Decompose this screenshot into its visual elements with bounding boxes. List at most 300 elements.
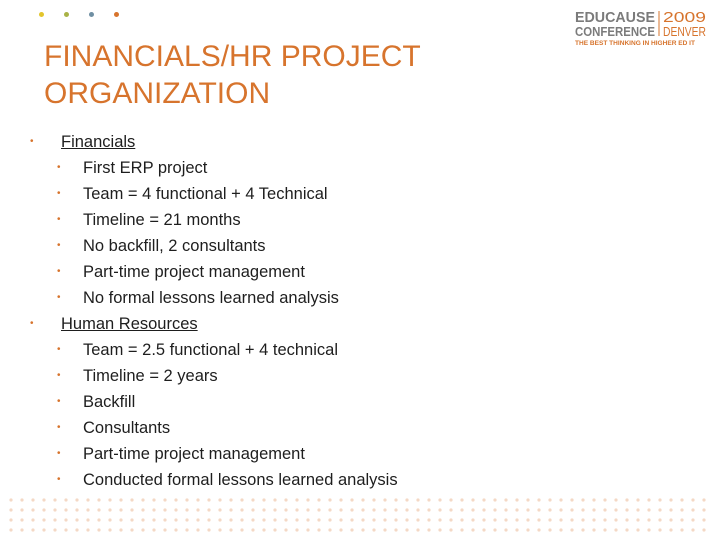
grid-dot	[669, 498, 672, 501]
grid-dot	[152, 508, 155, 511]
grid-dot	[75, 508, 78, 511]
grid-dot	[53, 508, 56, 511]
grid-dot	[42, 498, 45, 501]
grid-dot	[108, 528, 111, 531]
grid-dot	[229, 518, 232, 521]
bullet-icon: •	[57, 240, 61, 251]
grid-dot	[460, 508, 463, 511]
grid-dot	[273, 498, 276, 501]
grid-dot	[570, 518, 573, 521]
bullet-icon: •	[57, 266, 61, 277]
grid-dot	[108, 498, 111, 501]
grid-dot	[449, 528, 452, 531]
grid-dot	[537, 528, 540, 531]
grid-dot	[163, 518, 166, 521]
grid-dot	[284, 508, 287, 511]
list-item-text: Consultants	[83, 419, 171, 437]
grid-dot	[31, 528, 34, 531]
grid-dot	[614, 528, 617, 531]
grid-dot	[658, 498, 661, 501]
title-line-2: ORGANIZATION	[44, 77, 271, 110]
grid-dot	[471, 528, 474, 531]
list-item	[30, 182, 550, 208]
grid-dot	[493, 518, 496, 521]
grid-dot	[438, 528, 441, 531]
grid-dot	[493, 528, 496, 531]
grid-dot	[372, 508, 375, 511]
grid-dot	[702, 518, 705, 521]
grid-dot	[328, 528, 331, 531]
grid-dot	[218, 518, 221, 521]
section-heading-label: Human Resources	[61, 315, 198, 333]
grid-dot	[229, 498, 232, 501]
grid-dot	[75, 518, 78, 521]
grid-dot	[680, 528, 683, 531]
grid-dot	[482, 518, 485, 521]
list-item-text: Timeline = 21 months	[83, 211, 241, 229]
list-item	[30, 338, 550, 364]
grid-dot	[647, 528, 650, 531]
grid-dot	[306, 498, 309, 501]
grid-dot	[174, 518, 177, 521]
grid-dot	[449, 498, 452, 501]
grid-dot	[339, 498, 342, 501]
list-item-text: First ERP project	[83, 159, 208, 177]
grid-dot	[64, 518, 67, 521]
grid-dot	[471, 518, 474, 521]
grid-dot	[64, 498, 67, 501]
grid-dot	[427, 498, 430, 501]
grid-dot	[152, 498, 155, 501]
grid-dot	[20, 518, 23, 521]
grid-dot	[306, 518, 309, 521]
grid-dot	[42, 528, 45, 531]
grid-dot	[548, 518, 551, 521]
grid-dot	[262, 508, 265, 511]
grid-dot	[262, 528, 265, 531]
list-item	[30, 260, 550, 286]
grid-dot	[185, 518, 188, 521]
decorative-dot-grid	[8, 496, 712, 536]
grid-dot	[405, 498, 408, 501]
bullet-icon: •	[30, 136, 34, 147]
list-item-text: Part-time project management	[83, 445, 305, 463]
grid-dot	[669, 508, 672, 511]
grid-dot	[284, 528, 287, 531]
list-item-text: Timeline = 2 years	[83, 367, 218, 385]
list-item	[30, 364, 550, 390]
bullet-icon: •	[57, 188, 61, 199]
grid-dot	[581, 518, 584, 521]
grid-dot	[394, 508, 397, 511]
grid-dot	[229, 508, 232, 511]
grid-dot	[416, 498, 419, 501]
grid-dot	[130, 508, 133, 511]
grid-dot	[53, 498, 56, 501]
grid-dot	[20, 498, 23, 501]
grid-dot	[339, 518, 342, 521]
grid-dot	[361, 508, 364, 511]
grid-dot	[537, 498, 540, 501]
grid-dot	[482, 528, 485, 531]
grid-dot	[306, 528, 309, 531]
grid-dot	[295, 528, 298, 531]
logo-educause: EDUCAUSE	[575, 10, 656, 26]
grid-dot	[394, 518, 397, 521]
grid-dot	[339, 528, 342, 531]
grid-dot	[449, 508, 452, 511]
logo-city: DENVER	[663, 25, 706, 39]
grid-dot	[482, 498, 485, 501]
grid-dot	[295, 508, 298, 511]
bullet-icon: •	[57, 214, 61, 225]
grid-dot	[284, 518, 287, 521]
grid-dot	[185, 528, 188, 531]
grid-dot	[31, 508, 34, 511]
list-item	[30, 442, 550, 468]
grid-dot	[647, 508, 650, 511]
grid-dot	[559, 518, 562, 521]
bullet-icon: •	[57, 370, 61, 381]
grid-dot	[592, 498, 595, 501]
grid-dot	[9, 528, 12, 531]
list-item-text: No formal lessons learned analysis	[83, 289, 339, 307]
list-item-text: No backfill, 2 consultants	[83, 237, 266, 255]
grid-dot	[614, 518, 617, 521]
grid-dot	[130, 498, 133, 501]
grid-dot	[680, 508, 683, 511]
grid-dot	[9, 508, 12, 511]
orange-dot	[114, 12, 119, 17]
grid-dot	[471, 508, 474, 511]
grid-dot	[152, 518, 155, 521]
grid-dot	[581, 528, 584, 531]
list-item	[30, 156, 550, 182]
grid-dot	[636, 518, 639, 521]
grid-dot	[75, 498, 78, 501]
grid-dot	[691, 508, 694, 511]
grid-dot	[515, 518, 518, 521]
grid-dot	[262, 498, 265, 501]
grid-dot	[460, 498, 463, 501]
grid-dot	[438, 518, 441, 521]
grid-dot	[405, 528, 408, 531]
grid-dot	[317, 498, 320, 501]
grid-dot	[317, 518, 320, 521]
grid-dot	[658, 528, 661, 531]
grid-dot	[273, 518, 276, 521]
grid-dot	[504, 498, 507, 501]
grid-dot	[394, 498, 397, 501]
grid-dot	[42, 518, 45, 521]
grid-dot	[196, 508, 199, 511]
list-item	[30, 390, 550, 416]
grid-dot	[317, 508, 320, 511]
grid-dot	[141, 498, 144, 501]
grid-dot	[680, 498, 683, 501]
grid-dot	[702, 508, 705, 511]
grid-dot	[482, 508, 485, 511]
grid-dot	[372, 498, 375, 501]
grid-dot	[526, 528, 529, 531]
grid-dot	[361, 518, 364, 521]
grid-dot	[548, 528, 551, 531]
grid-dot	[218, 528, 221, 531]
grid-dot	[559, 528, 562, 531]
grid-dot	[427, 528, 430, 531]
grid-dot	[306, 508, 309, 511]
bullet-icon: •	[57, 474, 61, 485]
grid-dot	[9, 498, 12, 501]
grid-dot	[658, 508, 661, 511]
bullet-icon: •	[57, 162, 61, 173]
grid-dot	[515, 528, 518, 531]
grid-dot	[240, 498, 243, 501]
grid-dot	[141, 518, 144, 521]
grid-dot	[240, 508, 243, 511]
grid-dot	[240, 528, 243, 531]
list-item-text: Team = 2.5 functional + 4 technical	[83, 341, 338, 359]
grid-dot	[625, 508, 628, 511]
grid-dot	[636, 528, 639, 531]
grid-dot	[416, 528, 419, 531]
grid-dot	[504, 518, 507, 521]
grid-dot	[251, 498, 254, 501]
grid-dot	[251, 508, 254, 511]
grid-dot	[603, 498, 606, 501]
grid-dot	[295, 498, 298, 501]
grid-dot	[185, 498, 188, 501]
grid-dot	[603, 518, 606, 521]
list-item	[30, 416, 550, 442]
grid-dot	[42, 508, 45, 511]
grid-dot	[163, 508, 166, 511]
grid-dot	[218, 498, 221, 501]
grid-dot	[680, 518, 683, 521]
section-heading-financials	[30, 130, 550, 156]
grid-dot	[185, 508, 188, 511]
grid-dot	[526, 498, 529, 501]
list-item-text: Conducted formal lessons learned analysis	[83, 471, 398, 489]
grid-dot	[515, 498, 518, 501]
grid-dot	[669, 518, 672, 521]
logo-tagline: THE BEST THINKING IN HIGHER ED IT	[575, 41, 696, 47]
grid-dot	[273, 528, 276, 531]
grid-dot	[251, 518, 254, 521]
grid-dot	[504, 508, 507, 511]
grid-dot	[394, 528, 397, 531]
grid-dot	[9, 518, 12, 521]
grid-dot	[592, 518, 595, 521]
grid-dot	[460, 518, 463, 521]
list-item-text: Team = 4 functional + 4 Technical	[83, 185, 328, 203]
grid-dot	[130, 518, 133, 521]
grid-dot	[207, 498, 210, 501]
grid-dot	[603, 508, 606, 511]
grid-dot	[691, 528, 694, 531]
grid-dot	[416, 508, 419, 511]
grid-dot	[471, 498, 474, 501]
grid-dot	[625, 498, 628, 501]
list-item-text: Part-time project management	[83, 263, 305, 281]
list-item	[30, 234, 550, 260]
grid-dot	[196, 498, 199, 501]
grid-dot	[141, 508, 144, 511]
grid-dot	[504, 528, 507, 531]
grid-dot	[339, 508, 342, 511]
grid-dot	[350, 528, 353, 531]
grid-dot	[273, 508, 276, 511]
grid-dot	[97, 518, 100, 521]
grid-dot	[592, 508, 595, 511]
bullet-icon: •	[30, 318, 34, 329]
grid-dot	[174, 508, 177, 511]
grid-dot	[97, 508, 100, 511]
grid-dot	[537, 518, 540, 521]
grid-dot	[581, 508, 584, 511]
grid-dot	[559, 498, 562, 501]
grid-dot	[108, 518, 111, 521]
grid-dot	[427, 508, 430, 511]
grid-dot	[328, 498, 331, 501]
grid-dot	[691, 498, 694, 501]
grid-dot	[658, 518, 661, 521]
list-item-text: Backfill	[83, 393, 136, 411]
grid-dot	[97, 498, 100, 501]
grid-dot	[581, 498, 584, 501]
grid-dot	[207, 528, 210, 531]
grid-dot	[537, 508, 540, 511]
grid-dot	[647, 498, 650, 501]
grid-dot	[240, 518, 243, 521]
grid-dot	[405, 508, 408, 511]
bullet-icon: •	[57, 292, 61, 303]
content-list	[30, 130, 550, 494]
logo-conference: CONFERENCE	[575, 25, 655, 39]
grid-dot	[119, 498, 122, 501]
bullet-icon: •	[57, 422, 61, 433]
grid-dot	[449, 518, 452, 521]
grid-dot	[702, 498, 705, 501]
grid-dot	[515, 508, 518, 511]
grid-dot	[53, 528, 56, 531]
grid-dot	[86, 498, 89, 501]
grid-dot	[526, 508, 529, 511]
grid-dot	[361, 498, 364, 501]
grid-dot	[218, 508, 221, 511]
grid-dot	[383, 508, 386, 511]
grid-dot	[702, 528, 705, 531]
grid-dot	[350, 498, 353, 501]
blue-dot	[89, 12, 94, 17]
logo-year: 2009	[663, 10, 706, 26]
grid-dot	[163, 498, 166, 501]
page-title	[44, 38, 514, 112]
list-item	[30, 286, 550, 312]
grid-dot	[163, 528, 166, 531]
green-dot	[64, 12, 69, 17]
grid-dot	[427, 518, 430, 521]
grid-dot	[603, 528, 606, 531]
yellow-dot	[39, 12, 44, 17]
grid-dot	[350, 508, 353, 511]
grid-dot	[20, 508, 23, 511]
grid-dot	[20, 528, 23, 531]
grid-dot	[119, 508, 122, 511]
educause-conference-logo	[574, 8, 708, 48]
grid-dot	[75, 528, 78, 531]
grid-dot	[372, 518, 375, 521]
grid-dot	[53, 518, 56, 521]
grid-dot	[372, 528, 375, 531]
grid-dot	[119, 528, 122, 531]
grid-dot	[570, 498, 573, 501]
grid-dot	[636, 498, 639, 501]
grid-dot	[328, 518, 331, 521]
grid-dot	[31, 518, 34, 521]
grid-dot	[625, 528, 628, 531]
grid-dot	[196, 528, 199, 531]
grid-dot	[548, 498, 551, 501]
title-line-1: FINANCIALS/HR PROJECT	[44, 40, 421, 73]
bullet-icon: •	[57, 344, 61, 355]
grid-dot	[383, 528, 386, 531]
grid-dot	[570, 508, 573, 511]
grid-dot	[669, 528, 672, 531]
section-heading-human-resources	[30, 312, 550, 338]
grid-dot	[284, 498, 287, 501]
grid-dot	[614, 498, 617, 501]
grid-dot	[559, 508, 562, 511]
grid-dot	[526, 518, 529, 521]
grid-dot	[86, 518, 89, 521]
grid-dot	[108, 508, 111, 511]
grid-dot	[493, 498, 496, 501]
grid-dot	[119, 518, 122, 521]
grid-dot	[548, 508, 551, 511]
grid-dot	[647, 518, 650, 521]
grid-dot	[64, 508, 67, 511]
bullet-icon: •	[57, 396, 61, 407]
grid-dot	[317, 528, 320, 531]
grid-dot	[383, 518, 386, 521]
grid-dot	[262, 518, 265, 521]
grid-dot	[207, 508, 210, 511]
grid-dot	[152, 528, 155, 531]
grid-dot	[570, 528, 573, 531]
grid-dot	[207, 518, 210, 521]
grid-dot	[691, 518, 694, 521]
grid-dot	[130, 528, 133, 531]
grid-dot	[493, 508, 496, 511]
grid-dot	[295, 518, 298, 521]
grid-dot	[86, 528, 89, 531]
grid-dot	[174, 528, 177, 531]
grid-dot	[438, 508, 441, 511]
grid-dot	[141, 528, 144, 531]
grid-dot	[614, 508, 617, 511]
list-item	[30, 208, 550, 234]
grid-dot	[31, 498, 34, 501]
grid-dot	[196, 518, 199, 521]
bullet-icon: •	[57, 448, 61, 459]
grid-dot	[64, 528, 67, 531]
grid-dot	[86, 508, 89, 511]
grid-dot	[625, 518, 628, 521]
section-heading-label: Financials	[61, 133, 136, 151]
decorative-dots	[39, 12, 119, 17]
grid-dot	[251, 528, 254, 531]
